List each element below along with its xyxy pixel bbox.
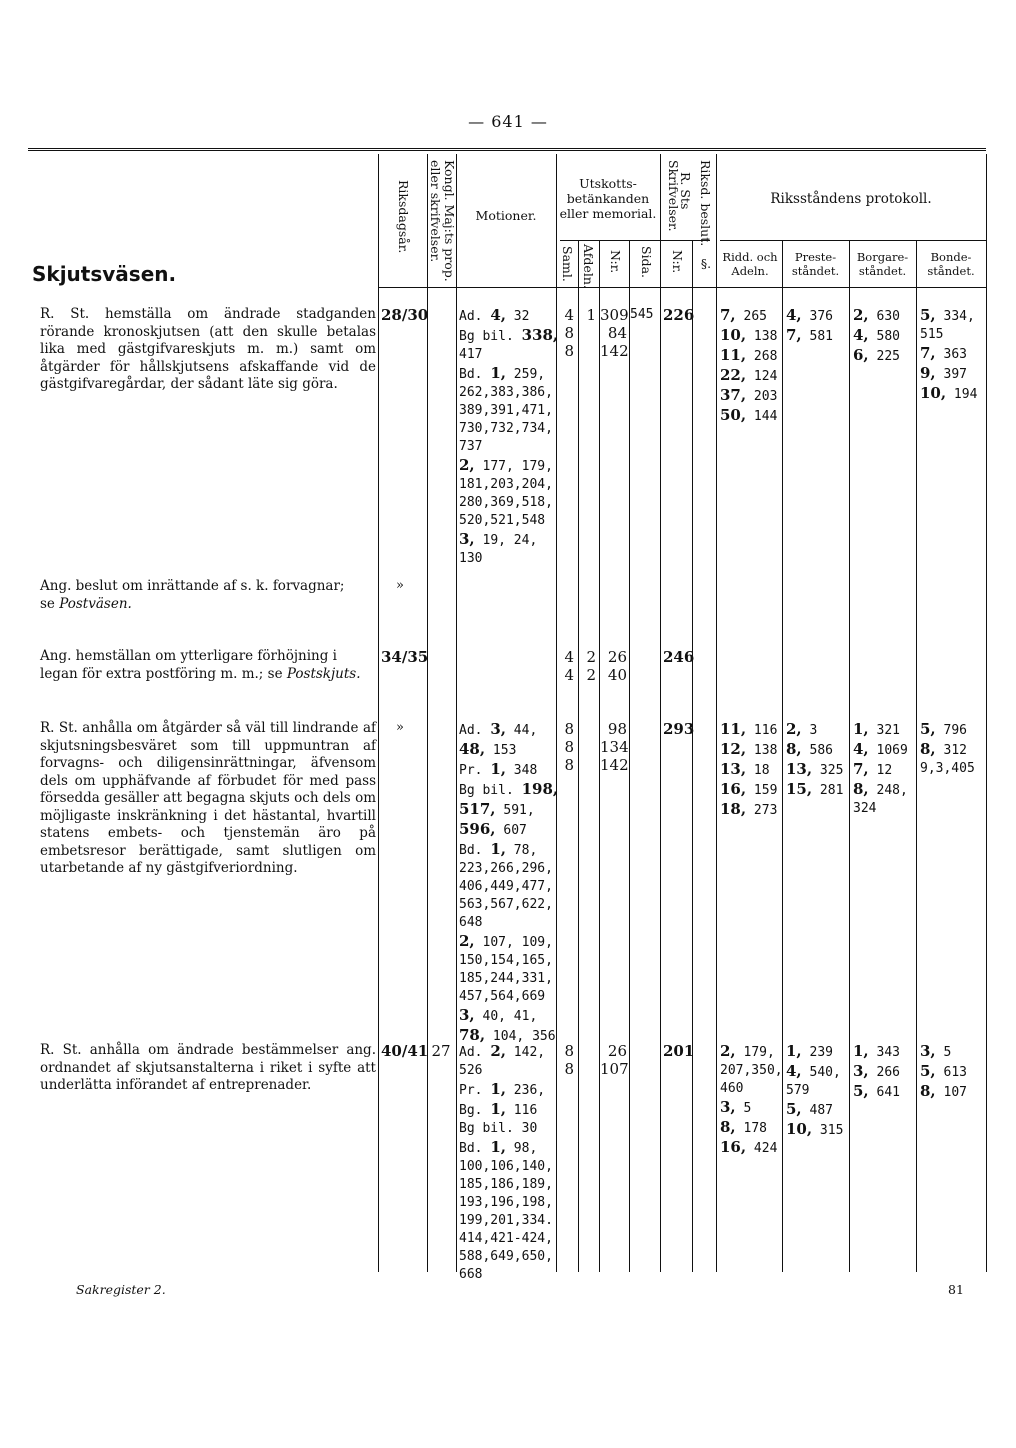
cell-line: Bd. 1, 98,	[459, 1138, 538, 1156]
cell-line: 406,449,477,	[459, 879, 553, 894]
cell-line: 389,391,471,	[459, 403, 553, 418]
cell-line: 460	[720, 1081, 744, 1096]
entry-borg	[853, 306, 900, 366]
entry-motioner	[459, 306, 558, 568]
entry-description: R. St. hemställa om ändrade stadganden rörande kronoskjutsen (att den skulle betalas lika med gästgifvareskjuts m. m.) samt om åtgärder för hållskjutsens afskaffande vid de gästgifvaregårdar, der sådant läte sig göra.	[40, 306, 376, 392]
header-prest: Preste- ståndet.	[791, 250, 840, 278]
cell-line: 11, 116	[720, 720, 778, 738]
entry-nr	[600, 648, 627, 684]
entry-nr	[600, 720, 627, 774]
cell-line: 10, 138	[720, 326, 778, 344]
cell-line: 207,350,	[720, 1063, 783, 1078]
entry-saml	[558, 306, 574, 360]
entry-ridd	[720, 306, 777, 426]
cell-line: 4	[564, 666, 574, 684]
cell-line: 457,564,669	[459, 989, 546, 1004]
cell-line: 4, 540,	[786, 1062, 841, 1080]
cell-line: 324	[853, 801, 877, 816]
cell-line: 185,244,331,	[459, 971, 553, 986]
cell-line: Bg bil. 198,	[459, 780, 559, 798]
cell-line: 2, 630	[853, 306, 900, 324]
cell-line: 4	[564, 306, 574, 324]
cell-line: 7, 265	[720, 306, 767, 324]
col-divider	[849, 240, 850, 1272]
cell-line: 1, 239	[786, 1042, 833, 1060]
col-divider	[986, 154, 987, 1272]
cell-line: 15, 281	[786, 780, 844, 798]
cell-line: 730,732,734,	[459, 421, 553, 436]
cell-line: 2, 177, 179,	[459, 456, 553, 474]
cell-line: 5, 613	[920, 1062, 967, 1080]
cell-line: 2	[586, 666, 596, 684]
cell-line: 134	[600, 738, 629, 756]
cell-line: 26	[607, 1042, 627, 1060]
entry-ridd	[720, 720, 777, 820]
entry-saml	[558, 720, 574, 774]
entry-nr	[600, 1042, 627, 1078]
cell-line: 280,369,518,	[459, 495, 553, 510]
cell-line: 3, 5	[720, 1098, 752, 1116]
cell-line: 5, 487	[786, 1100, 833, 1118]
cell-line: 193,196,198,	[459, 1195, 553, 1210]
entry-rsts-nr: 246	[663, 648, 695, 666]
cell-line: 737	[459, 439, 483, 454]
cell-line: 1, 343	[853, 1042, 900, 1060]
cell-line: 100,106,140,	[459, 1159, 553, 1174]
cell-line: 130	[459, 551, 483, 566]
entry-saml	[558, 1042, 574, 1078]
cell-line: 22, 124	[720, 366, 778, 384]
cell-line: 48, 153	[459, 740, 517, 758]
entry-year: »	[396, 720, 404, 735]
cell-line: 262,383,386,	[459, 385, 553, 400]
cell-line: 5, 796	[920, 720, 967, 738]
entry-description: R. St. anhålla om åtgärder så väl till lindrande af skjutsningsbesväret som till uppmuntran af forvagns- och diligensinrättningar, äfvensom dels om upphäfvande af förbudet för med pass försedda gesäller att begagna skjuts och dels om möjligaste inskränkning i det hästantal, hvartill statens embets- och tjenstemän äro på embetsresor berättigade, samt slutligen om utarbetande af ny gästgifveriordning.	[40, 720, 376, 876]
cell-line: 8	[564, 1042, 574, 1060]
cell-line: 40	[607, 666, 627, 684]
cell-line: 84	[607, 324, 627, 342]
header-rsts-skrifvelser: Skrifvelser.	[666, 160, 681, 232]
cell-line: 16, 159	[720, 780, 778, 798]
cell-line: 78, 104, 356	[459, 1026, 556, 1044]
cell-line: 2, 107, 109,	[459, 932, 553, 950]
col-divider	[629, 240, 630, 1272]
header-rsts: R. Sts	[678, 172, 693, 210]
cell-line: 8, 178	[720, 1118, 767, 1136]
footer-page: 81	[948, 1282, 964, 1297]
cell-line: 3, 19, 24,	[459, 530, 538, 548]
entry-rsts-nr: 226	[663, 306, 695, 324]
cell-line: 8, 586	[786, 740, 833, 758]
cell-line: 588,649,650,	[459, 1249, 553, 1264]
entry-year: 28/30	[381, 306, 429, 324]
cell-line: 8, 248,	[853, 780, 908, 798]
cell-line: 563,567,622,	[459, 897, 553, 912]
entry-description: R. St. anhålla om ändrade bestämmelser ang. ordnandet af skjutsanstalterna i riket i syfte att underlätta införandet af entreprenader.	[40, 1042, 376, 1093]
cell-line: 5, 334,	[920, 306, 975, 324]
cell-line: 199,201,334.	[459, 1213, 553, 1228]
cell-line: 4	[564, 648, 574, 666]
header-utskott-3: eller memorial.	[559, 206, 657, 221]
cell-line: 8, 107	[920, 1082, 967, 1100]
cell-line: 5, 641	[853, 1082, 900, 1100]
cell-line: 3, 40, 41,	[459, 1006, 538, 1024]
cell-line: Ad. 2, 142,	[459, 1042, 546, 1060]
cell-line: 520,521,548	[459, 513, 546, 528]
cell-line: 6, 225	[853, 346, 900, 364]
header-afdeln: Afdeln.	[581, 244, 596, 289]
cell-line: Bg bil. 338,	[459, 326, 559, 344]
entry-borg	[853, 720, 908, 818]
cell-line: 13, 18	[720, 760, 770, 778]
subheader-rule-protokoll	[720, 240, 986, 241]
cell-line: 8	[564, 738, 574, 756]
cell-line: 596, 607	[459, 820, 527, 838]
cell-line: Bg. 1, 116	[459, 1100, 538, 1118]
cell-line: Pr. 1, 236,	[459, 1080, 546, 1098]
cell-line: 150,154,165,	[459, 953, 553, 968]
cell-line: Bd. 1, 259,	[459, 364, 546, 382]
cell-line: 8, 312	[920, 740, 967, 758]
col-divider	[378, 154, 379, 1272]
cell-line: 223,266,296,	[459, 861, 553, 876]
header-ridd: Ridd. och Adeln.	[722, 250, 778, 278]
entry-borg	[853, 1042, 900, 1102]
header-bottom-rule	[378, 287, 986, 288]
cell-line: 12, 138	[720, 740, 778, 758]
entry-nr	[600, 306, 627, 360]
cell-line: 526	[459, 1063, 483, 1078]
section-title: Skjutsväsen.	[32, 262, 177, 286]
col-divider	[660, 154, 661, 1272]
entry-ridd	[720, 1042, 783, 1158]
cell-line: Bg bil. 30	[459, 1121, 538, 1136]
header-bond: Bonde- ståndet.	[927, 250, 975, 278]
cell-line: 2	[586, 648, 596, 666]
cell-line: 9,3,405	[920, 761, 975, 776]
cell-line: 7, 363	[920, 344, 967, 362]
col-divider	[916, 240, 917, 1272]
header-kongl-skrifvelser: eller skrifvelser.	[428, 160, 443, 263]
entry-motioner	[459, 1042, 553, 1284]
cell-line: 11, 268	[720, 346, 778, 364]
cell-line: 2, 3	[786, 720, 818, 738]
cell-line: 517, 591,	[459, 800, 535, 818]
col-divider	[716, 154, 717, 1272]
header-kongl-prop: Kongl. Maj:ts prop.	[442, 160, 457, 282]
entry-bond	[920, 720, 975, 778]
header-motioner: Motioner.	[475, 208, 537, 223]
cell-line: 7, 581	[786, 326, 833, 344]
entry-sida	[630, 306, 653, 324]
cell-line: 2, 179,	[720, 1042, 775, 1060]
cell-line: 142	[600, 342, 629, 360]
cell-line: 142	[600, 756, 629, 774]
cell-line: 8	[564, 1060, 574, 1078]
cell-line: 185,186,189,	[459, 1177, 553, 1192]
cell-line: 37, 203	[720, 386, 778, 404]
col-divider	[456, 154, 457, 1272]
entry-year: 40/41	[381, 1042, 429, 1060]
col-divider	[692, 240, 693, 1272]
cell-line: 3, 266	[853, 1062, 900, 1080]
entry-afdeln	[580, 648, 596, 684]
entry-description: Ang. beslut om inrättande af s. k. forvagnar; se Postväsen.	[40, 578, 345, 612]
cell-line: 13, 325	[786, 760, 844, 778]
cell-line: 107	[600, 1060, 629, 1078]
cell-line: 18, 273	[720, 800, 778, 818]
footer-register: Sakregister 2.	[76, 1282, 166, 1297]
cell-line: 3, 5	[920, 1042, 952, 1060]
cell-line: 309	[600, 306, 629, 324]
cell-line: 16, 424	[720, 1138, 778, 1156]
cell-line: 50, 144	[720, 406, 778, 424]
entry-bond	[920, 306, 977, 404]
cell-line: 10, 315	[786, 1120, 844, 1138]
entry-kongl: 27	[431, 1042, 451, 1060]
header-riksdagsar: Riksdagsår.	[396, 180, 411, 254]
entry-prest	[786, 306, 833, 346]
cell-line: Ad. 3, 44,	[459, 720, 538, 738]
cell-line: Ad. 4, 32	[459, 306, 530, 324]
header-saml: Saml.	[560, 246, 575, 282]
header-borg: Borgare- ståndet.	[856, 250, 909, 278]
cell-line: 515	[920, 327, 944, 342]
entry-prest	[786, 1042, 843, 1140]
header-nr: N:r.	[608, 250, 623, 274]
cell-line: 648	[459, 915, 483, 930]
entry-saml	[558, 648, 574, 684]
cell-line: 9, 397	[920, 364, 967, 382]
cell-line: Bd. 1, 78,	[459, 840, 538, 858]
cell-line: 7, 12	[853, 760, 893, 778]
cell-line: 4, 376	[786, 306, 833, 324]
entry-year: 34/35	[381, 648, 429, 666]
entry-description: Ang. hemställan om ytterligare förhöjning i legan för extra postföring m. m.; se Postskjuts.	[40, 648, 361, 682]
cell-line: Pr. 1, 348	[459, 760, 538, 778]
entry-year: »	[396, 578, 404, 593]
cell-line: 417	[459, 347, 483, 362]
cell-line: 8	[564, 342, 574, 360]
cell-line: 10, 194	[920, 384, 978, 402]
cell-line: 8	[564, 720, 574, 738]
cell-line: 98	[607, 720, 627, 738]
header-sida: Sida.	[639, 246, 654, 278]
header-rsts-nr: N:r.	[670, 250, 685, 274]
cell-line: 1, 321	[853, 720, 900, 738]
cell-line: 4, 580	[853, 326, 900, 344]
entry-rsts-nr: 293	[663, 720, 695, 738]
table-top-rule	[28, 148, 986, 151]
entry-motioner	[459, 720, 558, 1046]
subheader-rule-utskott	[560, 240, 710, 241]
cell-line: 414,421-424,	[459, 1231, 553, 1246]
header-paragraph: §.	[700, 256, 712, 271]
header-riksd-beslut: Riksd. beslut.	[698, 160, 713, 247]
cell-line: 1	[586, 306, 596, 324]
entry-bond	[920, 1042, 967, 1102]
cell-line: 668	[459, 1267, 483, 1282]
cell-line: 8	[564, 324, 574, 342]
page-number: — 641 —	[468, 112, 548, 131]
cell-line: 8	[564, 756, 574, 774]
col-divider	[578, 240, 579, 1272]
entry-afdeln	[580, 306, 596, 324]
cell-line: 26	[607, 648, 627, 666]
cell-line: 181,203,204,	[459, 477, 553, 492]
header-utskott-2: betänkanden	[566, 191, 650, 206]
entry-rsts-nr: 201	[663, 1042, 695, 1060]
cell-line: 579	[786, 1083, 810, 1098]
header-protokoll: Riksståndens protokoll.	[770, 191, 932, 207]
cell-line: 545	[630, 307, 654, 322]
header-utskott-1: Utskotts-	[579, 176, 637, 191]
cell-line: 4, 1069	[853, 740, 908, 758]
entry-prest	[786, 720, 843, 800]
